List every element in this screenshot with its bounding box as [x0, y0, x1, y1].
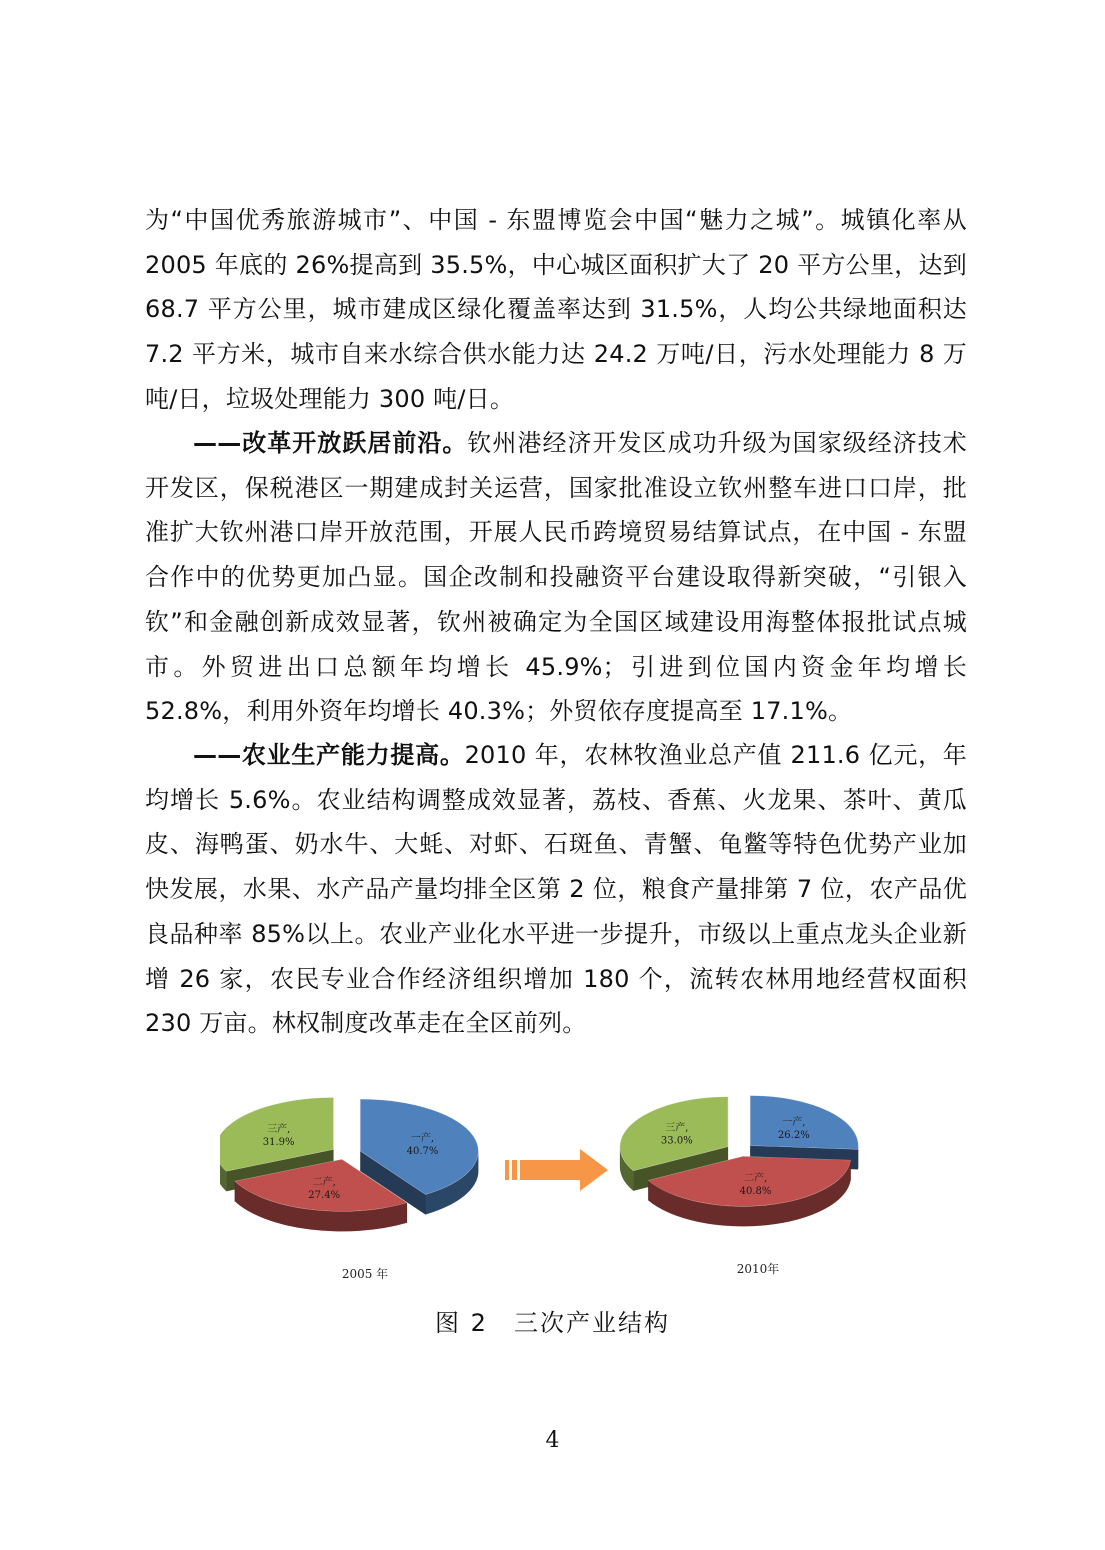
paragraph-text: 为“中国优秀旅游城市”、中国 - 东盟博览会中国“魅力之城”。城镇化率从 2005 年底的 26%提高到 35.5%，中心城区面积扩大了 20 平方公里，达到 68.7 平方公里，城市建成区绿化覆盖率达到 31.5%，人均公共绿地面积达 7.2 平方米，城市自来水综合供水能力达 24.2 万吨/日，污水处理能力 8 万吨/日，垃圾处理能力 300 吨/日。 [145, 206, 967, 413]
slice-value-label: 27.4% [308, 1189, 341, 1201]
arrow-bar [505, 1160, 509, 1180]
paragraph-text: 2010 年，农林牧渔业总产值 211.6 亿元，年均增长 5.6%。农业结构调整成效显著，荔枝、香蕉、火龙果、茶叶、黄瓜皮、海鸭蛋、奶水牛、大蚝、对虾、石斑鱼、青蟹、龟鳖等特色优势产业加快发展，水果、水产品产量均排全区第 2 位，粮食产量排第 7 位，农产品优良品种率 85%以上。农业产业化水平进一步提升，市级以上重点龙头企业新增 26 家，农民专业合作经济组织增加 180 个，流转农林用地经营权面积 230 万亩。林权制度改革走在全区前列。 [145, 741, 968, 1038]
slice-name-label: 三产, [665, 1122, 689, 1134]
pie-year-label: 2005 年 [341, 1267, 389, 1281]
slice-name-label: 二产, [312, 1176, 336, 1188]
slice-value-label: 40.7% [406, 1145, 439, 1157]
slice-name-label: 二产, [743, 1173, 768, 1185]
paragraph-lead: ——农业生产能力提高。 [193, 741, 465, 769]
pie-chart-0 [220, 1097, 478, 1281]
slice-name-label: 一产, [410, 1132, 435, 1144]
pie-charts [220, 1085, 880, 1300]
pie-year-label: 2010年 [736, 1262, 780, 1276]
transition-arrow-icon [505, 1149, 608, 1191]
slice-name-label: 一产, [782, 1116, 806, 1128]
paragraph-agriculture [145, 733, 967, 1046]
arrow-bar [512, 1160, 517, 1180]
pie-chart-1 [620, 1096, 858, 1276]
paragraph-reform-opening [145, 421, 967, 734]
slice-name-label: 三产, [267, 1124, 291, 1136]
industry-structure-figure [220, 1085, 880, 1300]
paragraph-urbanization [145, 198, 967, 422]
slice-value-label: 26.2% [777, 1129, 810, 1141]
arrow-shape [520, 1149, 608, 1191]
slice-value-label: 31.9% [262, 1137, 295, 1149]
slice-value-label: 40.8% [739, 1186, 772, 1198]
figure-caption: 图 2 三次产业结构 [435, 1309, 670, 1337]
slice-value-label: 33.0% [660, 1135, 693, 1147]
paragraph-lead: ——改革开放跃居前沿。 [193, 429, 468, 457]
page-number: 4 [545, 1428, 560, 1453]
paragraph-text: 钦州港经济开发区成功升级为国家级经济技术开发区，保税港区一期建成封关运营，国家批准设立钦州整车进口口岸，批准扩大钦州港口岸开放范围，开展人民币跨境贸易结算试点，在中国 - 东盟合作中的优势更加凸显。国企改制和投融资平台建设取得新突破，“引银入钦”和金融创新成效显著，钦州被确定为全国区域建设用海整体报批试点城市。外贸进出口总额年均增长 45.9%；引进到位国内资金年均增长 52.8%，利用外资年均增长 40.3%；外贸依存度提高至 17.1%。 [145, 429, 967, 726]
